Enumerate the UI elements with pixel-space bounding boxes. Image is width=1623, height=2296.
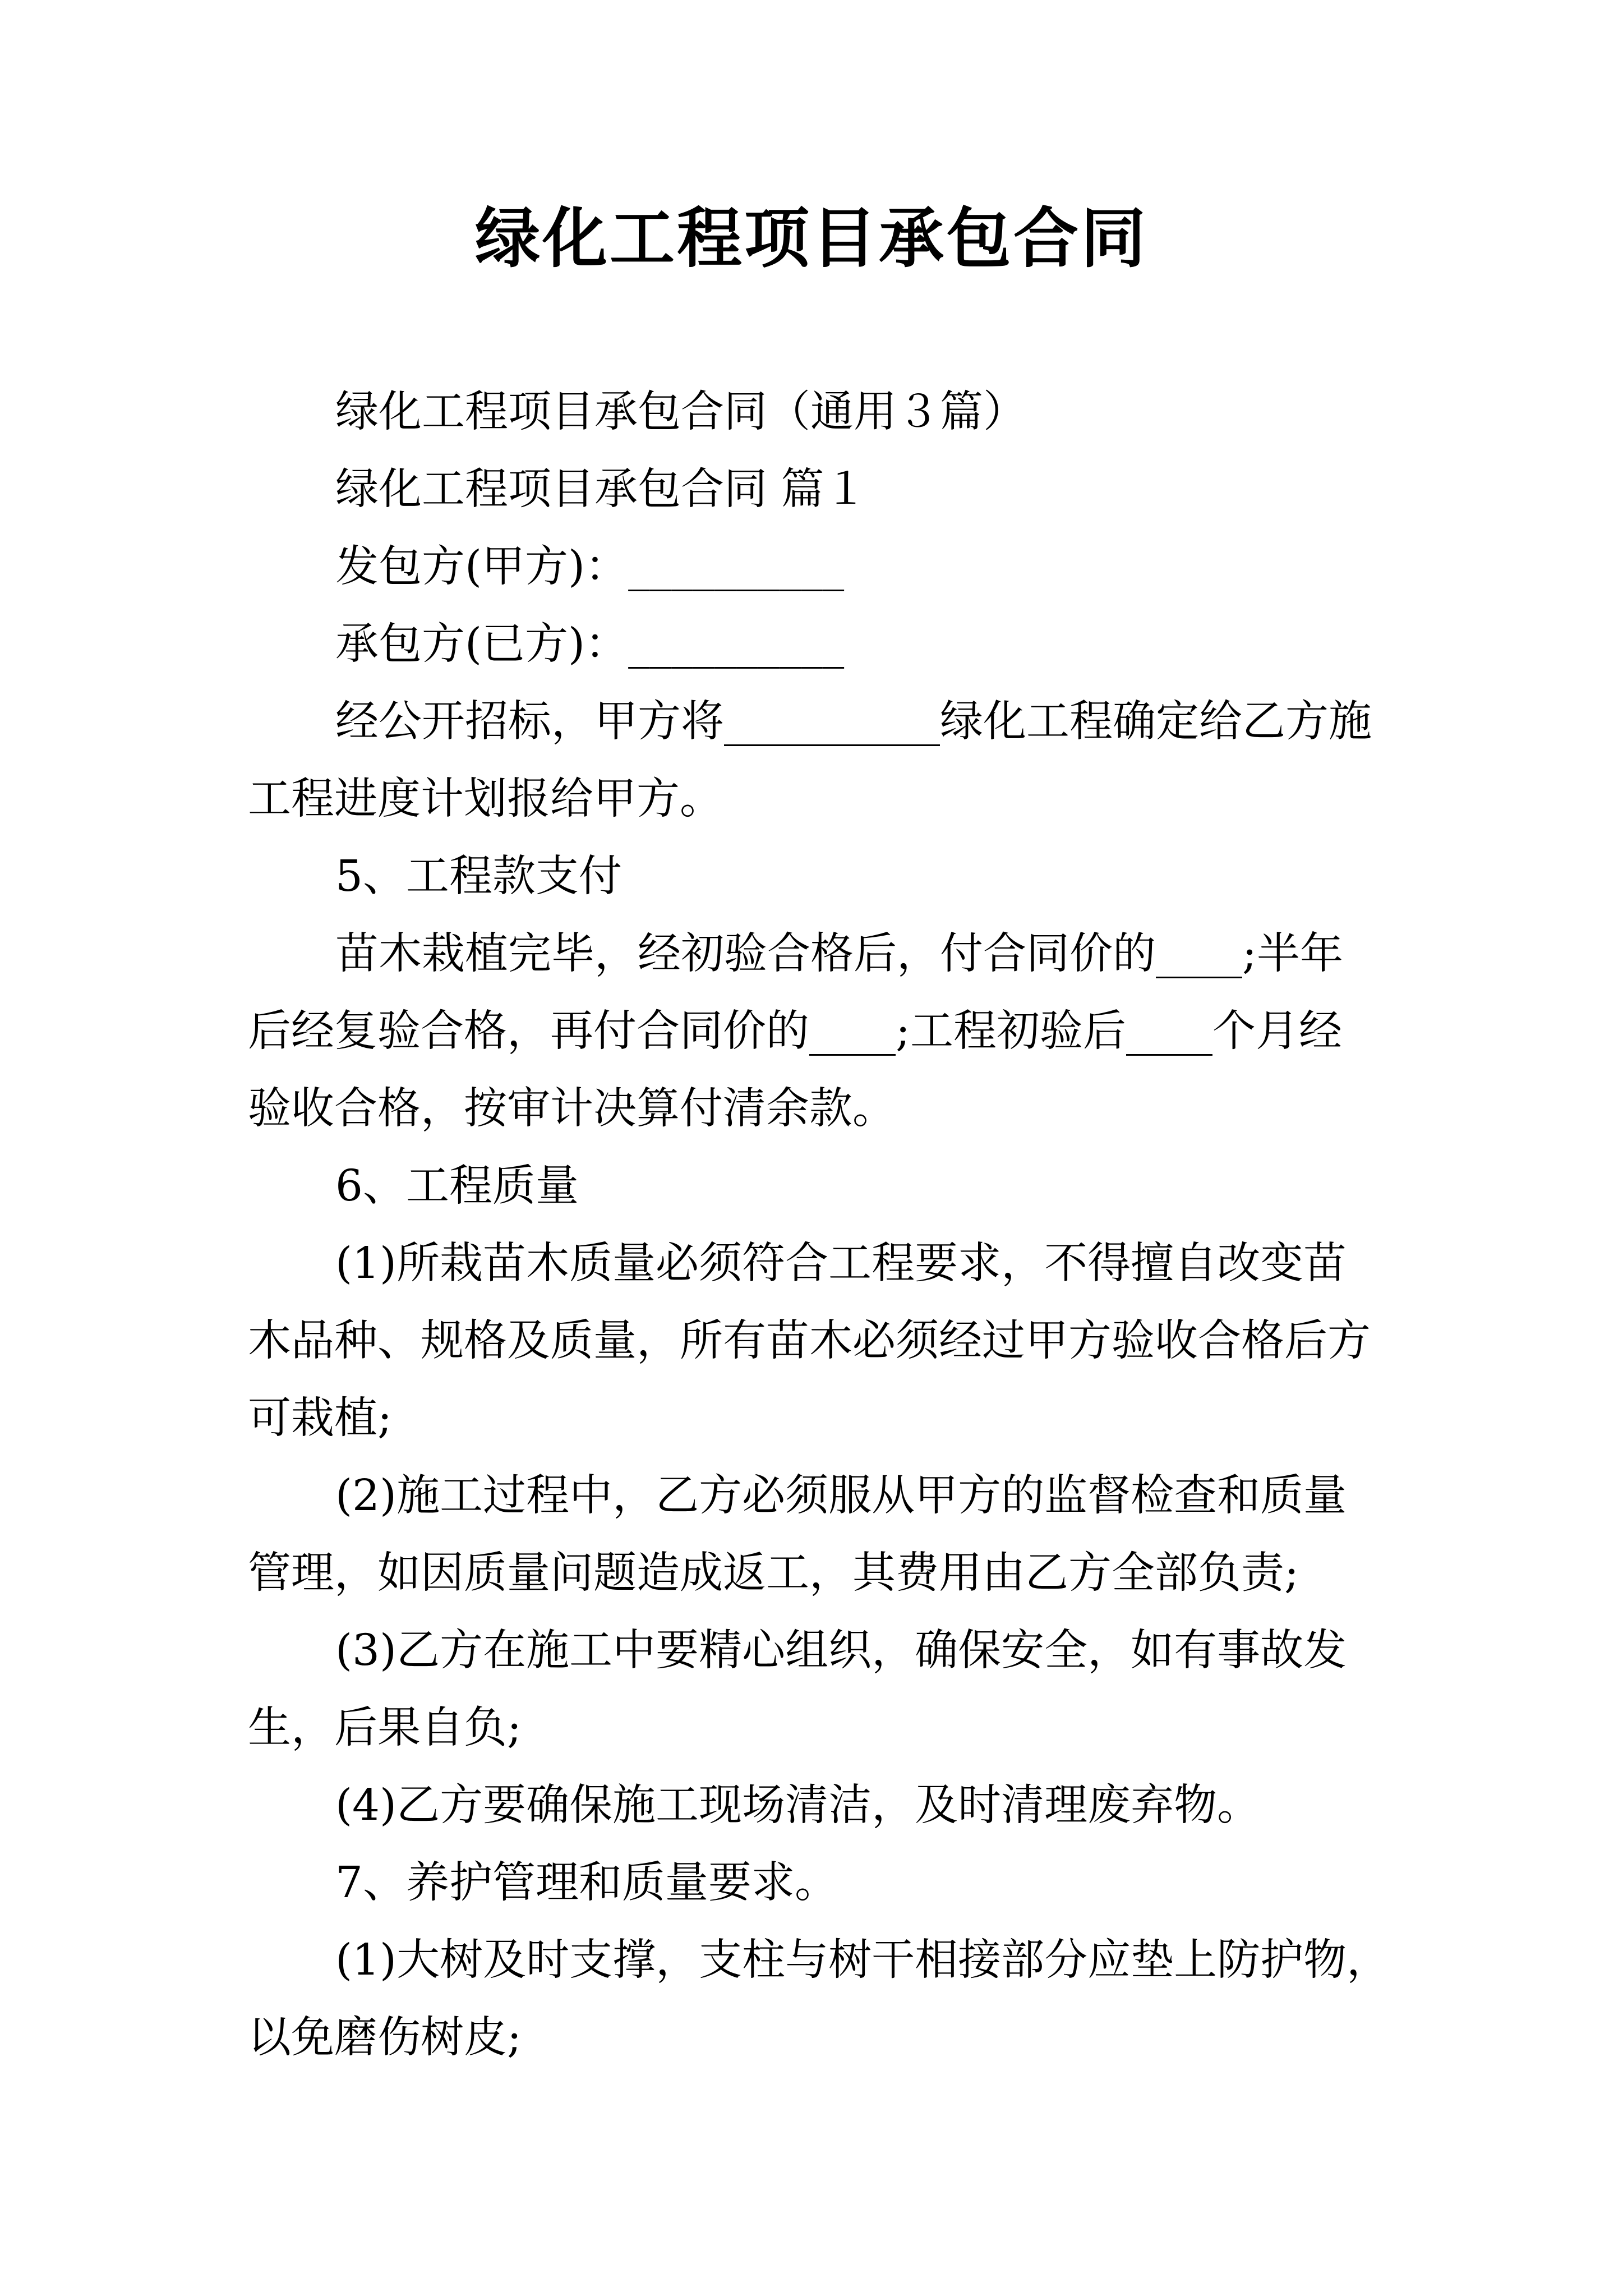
line-text: 苗木栽植完毕，经初验合格后，付合同价的____;半年 <box>335 929 1343 979</box>
line-text: 承包方(已方)：__________ <box>335 619 845 669</box>
line-text: 6、工程质量 <box>335 1161 579 1211</box>
line-text: 后经复验合格，再付合同价的____;工程初验后____个月经 <box>248 1006 1342 1056</box>
line-text: 发包方(甲方)：__________ <box>335 542 845 592</box>
line-text: 7、养护管理和质量要求。 <box>335 1858 838 1908</box>
line-text: 以免磨伤树皮; <box>248 2013 522 2063</box>
line-text: (3)乙方在施工中要精心组织，确保安全，如有事故发 <box>335 1626 1347 1676</box>
line-text: 5、工程款支付 <box>335 852 622 901</box>
line-text: 可栽植; <box>248 1393 392 1443</box>
line-text: (1)所栽苗木质量必须符合工程要求，不得擅自改变苗 <box>335 1239 1347 1289</box>
document-title: 绿化工程项目承包合同 <box>475 200 1148 277</box>
line-text: 生，后果自负; <box>248 1703 522 1753</box>
line-text: 验收合格，按审计决算付清余款。 <box>248 1084 896 1134</box>
line-text: 管理，如因质量问题造成返工，其费用由乙方全部负责; <box>248 1548 1299 1598</box>
line-text: 工程进度计划报给甲方。 <box>248 774 723 824</box>
line-text: (2)施工过程中，乙方必须服从甲方的监督检查和质量 <box>335 1471 1347 1521</box>
line-text: 绿化工程项目承包合同 篇１ <box>335 464 868 514</box>
line-text: 木品种、规格及质量，所有苗木必须经过甲方验收合格后方 <box>248 1316 1371 1366</box>
line-text: 绿化工程项目承包合同（通用３篇） <box>335 387 1026 437</box>
line-text: 经公开招标，甲方将__________绿化工程确定给乙方施 <box>335 697 1372 747</box>
line-text: (1)大树及时支撑，支柱与树干相接部分应垫上防护物， <box>335 1935 1390 1985</box>
line-text: (4)乙方要确保施工现场清洁，及时清理废弃物。 <box>335 1780 1261 1830</box>
